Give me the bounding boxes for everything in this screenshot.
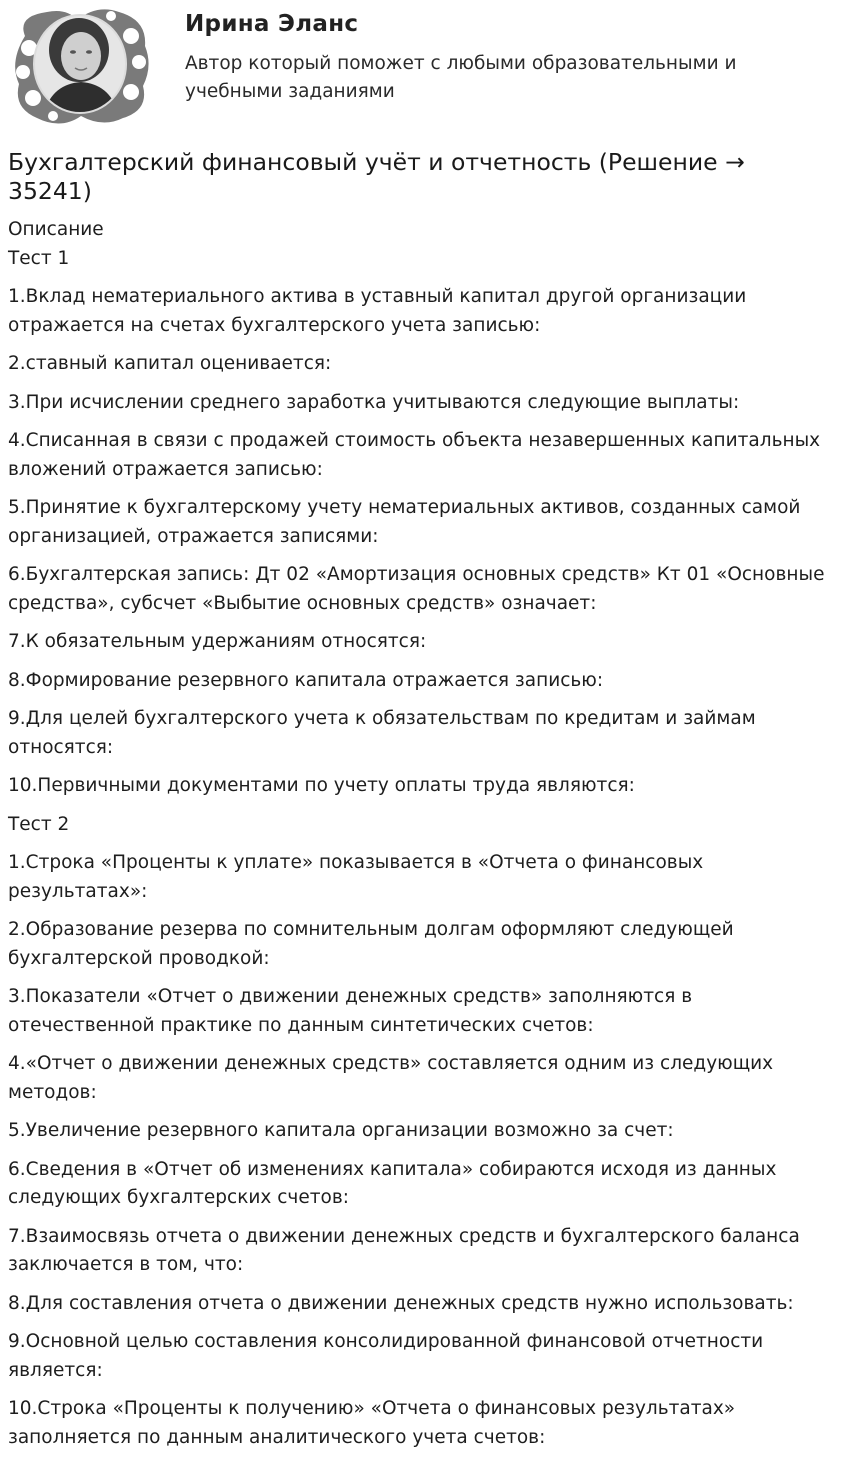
- author-avatar[interactable]: [7, 6, 153, 126]
- test-1-question-2: 2.ставный капитал оценивается:: [8, 353, 332, 374]
- test-1-question-7: 7.К обязательным удержаниям относятся:: [8, 631, 427, 652]
- test-1-question-9: 9.Для целей бухгалтерского учета к обязательствам по кредитам и займам относятся:: [8, 708, 756, 758]
- test-1-question-8: 8.Формирование резервного капитала отражается записью:: [8, 669, 604, 691]
- author-header: [0, 0, 847, 136]
- test-2-question-5: 5.Увеличение резервного капитала организации возможно за счет:: [8, 1120, 674, 1141]
- test-1-question-10: 10.Первичными документами по учету оплаты труда являются:: [8, 775, 635, 796]
- test-1-label: Тест 1: [8, 247, 70, 269]
- test-1-question-3: 3.При исчислении среднего заработка учитываются следующие выплаты:: [8, 391, 740, 413]
- author-description: Автор который поможет с любыми образовательными и учебными заданиями: [185, 53, 737, 102]
- test-2-question-1: 1.Строка «Проценты к уплате» показывается в «Отчета о финансовых результатах»:: [8, 852, 704, 902]
- page-title: Бухгалтерский финансовый учёт и отчетность (Решение → 35241): [8, 148, 745, 205]
- test-2-question-2: 2.Образование резерва по сомнительным долгам оформляют следующей бухгалтерской проводкой:: [8, 919, 734, 969]
- test-1-question-6: 6.Бухгалтерская запись: Дт 02 «Амортизация основных средств» Кт 01 «Основные средства», субсчет «Выбытие основных средств» означает:: [8, 564, 825, 614]
- test-1-question-1: 1.Вклад нематериального актива в уставный капитал другой организации отражается на счетах бухгалтерского учета записью:: [8, 286, 747, 336]
- test-2-question-3: 3.Показатели «Отчет о движении денежных средств» заполняются в отечественной практике по данным синтетических счетов:: [8, 986, 693, 1036]
- test-2-question-9: 9.Основной целью составления консолидированной финансовой отчетности является:: [8, 1331, 764, 1381]
- test-2-question-4: 4.«Отчет о движении денежных средств» составляется одним из следующих методов:: [8, 1053, 774, 1103]
- test-1-question-4: 4.Списанная в связи с продажей стоимость объекта незавершенных капитальных вложений отражается записью:: [8, 430, 821, 480]
- test-1-question-5: 5.Принятие к бухгалтерскому учету нематериальных активов, созданных самой организацией, отражается записями:: [8, 497, 801, 547]
- description-content: [8, 216, 838, 1462]
- test-2-question-8: 8.Для составления отчета о движении денежных средств нужно использовать:: [8, 1292, 794, 1314]
- test-2-question-7: 7.Взаимосвязь отчета о движении денежных средств и бухгалтерского баланса заключается в том, что:: [8, 1225, 800, 1275]
- description-label: Описание: [8, 219, 104, 240]
- author-name[interactable]: Ирина Эланс: [185, 11, 359, 37]
- test-2-label: Тест 2: [8, 813, 70, 835]
- test-2-question-10: 10.Строка «Проценты к получению» «Отчета о финансовых результатах» заполняется по данным аналитического учета счетов:: [8, 1398, 736, 1448]
- test-2-question-6: 6.Сведения в «Отчет об изменениях капитала» собираются исходя из данных следующих бухгалтерских счетов:: [8, 1158, 777, 1208]
